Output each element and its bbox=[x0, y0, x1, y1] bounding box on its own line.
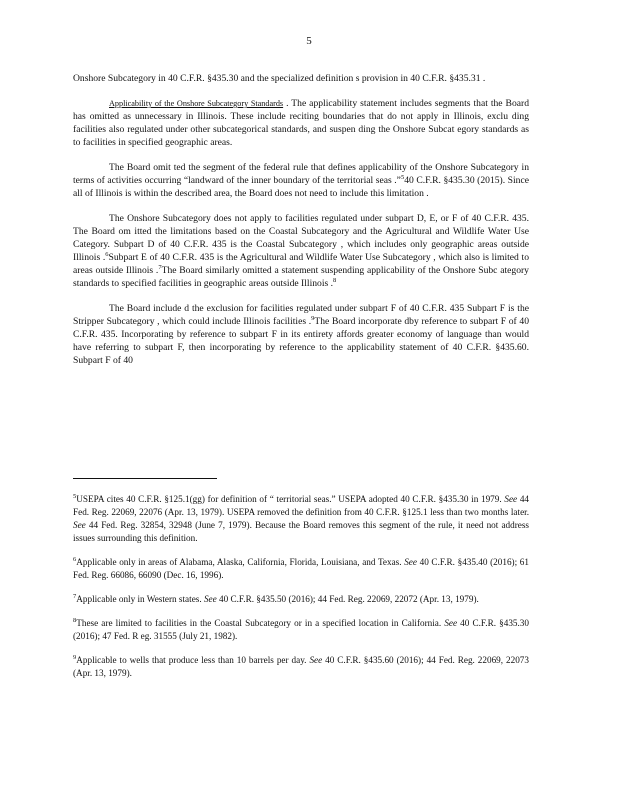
paragraph-5: The Board include d the exclusion for facilities regulated under subpart F of 40 C.F.R. 435 Subpart F is the Stripper Subcategory , which could include Illinois facilities .$^9$The Board incorporate dby reference to subpart F of 40 C.F.R. 435. Incorporating by reference to subpart F in its entirety affords greater economy of language than would have referring to subpart F, then incorporating by reference to the applicability statement of 40 C.F.R. §435.60. Subpart F of 40 bbox=[73, 303, 530, 366]
paragraph-1: Onshore Subcategory in 40 C.F.R. §435.30 and the specialized definition s provision in 40 C.F.R. §435.31 . bbox=[73, 73, 486, 84]
footnote-ref: 9 bbox=[311, 314, 315, 322]
footnotes bbox=[73, 493, 529, 691]
footnote-6: $^6$Applicable only in areas of Alabama, Alaska, California, Florida, Louisiana, and Texas. See 40 C.F.R. §435.40 (2016); 61 Fed. Reg. 66086, 66090 (Dec. 16, 1996). bbox=[73, 555, 529, 580]
footnote-7: $^7$Applicable only in Western states. See 40 C.F.R. §435.50 (2016); 44 Fed. Reg. 22069, 22072 (Apr. 13, 1979). bbox=[73, 592, 479, 604]
footnote-5: $^5$USEPA cites 40 C.F.R. §125.1(gg) for definition of “ territorial seas.” USEPA adopted 40 C.F.R. §435.30 in 1979. See 44 Fed. Reg. 22069, 22076 (Apr. 13, 1979). USEPA removed the definition from 40 C.F.R. §125.1 less than two months later. See 44 Fed. Reg. 32854, 32948 (June 7, 1979). Because the Board removes this segment of the rule, it need not address issues surrounding this definition. bbox=[73, 492, 530, 543]
footnote-ref: 5 bbox=[400, 173, 405, 181]
footnote-9: $^9$Applicable to wells that produce less than 10 barrels per day. See 40 C.F.R. §435.60 (2016); 44 Fed. Reg. 22069, 22073 (Apr. 13, 1979). bbox=[73, 653, 529, 678]
footnote-ref: 8 bbox=[333, 276, 337, 284]
footnote-separator bbox=[73, 478, 217, 479]
footnote-ref: 6 bbox=[105, 250, 109, 258]
paragraph-3: The Board omit ted the segment of the federal rule that defines applicability of the Onshore Subcategory in terms of activities occurring “landward of the inner boundary of the territorial seas .”$^5$40 C.F.R. §435.30 (2015). Since all of Illinois is within the described area, the Board does not need to include this limitation . bbox=[73, 162, 529, 199]
main-text bbox=[73, 72, 529, 379]
paragraph-2: Applicability of the Onshore Subcategory Standards . The applicability statement includes segments that the Board has omitted as unnecessary in Illinois. These include reciting boundaries that do not apply in Illinois, exclu ding facilities also regulated under other subcategorical standards, and suspen ding the Onshore Subcat egory standards as to facilities in specified geographic areas. bbox=[73, 98, 529, 148]
paragraph-4: The Onshore Subcategory does not apply to facilities regulated under subpart D, E, or F of 40 C.F.R. 435. The Board om itted the limitations based on the Coastal Subcategory and the Agricultural and Wildlife Water Use Category. Subpart D of 40 C.F.R. 435 is the Coastal Subcategory , which includes only geographic areas outside Illinois .$^6$Subpart E of 40 C.F.R. 435 is the Agricultural and Wildlife Water Use Subcategory , which also is limited to areas outside Illinois .$^7$The Board similarly omitted a statement suspending applicability of the Onshore Subc ategory standards to specified facilities in geographic areas outside Illinois .$^8$ bbox=[73, 213, 529, 289]
footnote-ref: 7 bbox=[158, 263, 162, 271]
footnote-8: $^8$These are limited to facilities in the Coastal Subcategory or in a specified location in California. See 40 C.F.R. §435.30 (2016); 47 Fed. R eg. 31555 (July 21, 1982). bbox=[73, 616, 529, 641]
section-heading: Applicability of the Onshore Subcategory Standards bbox=[109, 99, 284, 108]
page-number: 5 bbox=[306, 35, 312, 47]
